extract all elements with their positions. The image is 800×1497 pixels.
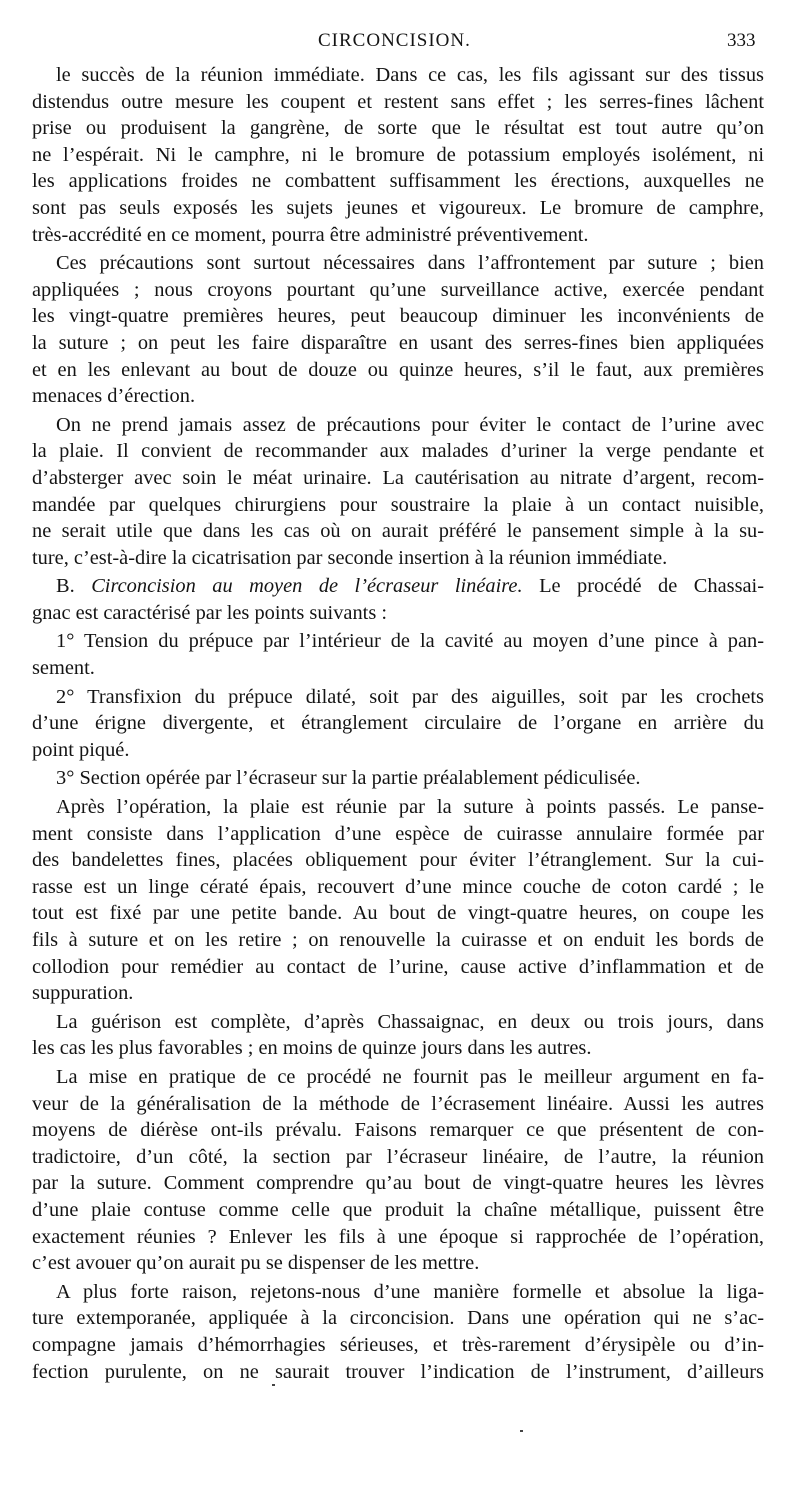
text-line: le succès de la réunion immédiate. Dans ce cas, les fils agissant sur des tissus [56, 64, 764, 86]
paragraph [32, 765, 764, 792]
print-speck [520, 1430, 523, 1432]
running-head [0, 30, 800, 56]
text-line: tout est fixé par une petite bande. Au bout de vingt-quatre heures, on coupe les [32, 902, 764, 925]
text-line: ture, c’est-à-dire la cicatrisation par seconde insertion à la réunion immédiate. [32, 546, 668, 569]
text-line: la suture ; on peut les faire disparaître en usant des serres-fines bien appliquées [32, 331, 764, 354]
paragraph [32, 62, 764, 248]
text-line: gnac est caractérisé par les points suivants : [32, 601, 388, 624]
text-line: d’une érigne divergente, et étranglement circulaire de l’organe en arrière du [32, 712, 764, 735]
text-line: B. Circoncision au moyen de l’écraseur linéaire. Le procédé de Chassai- [56, 575, 764, 598]
text-line: collodion pour remédier au contact de l’urine, cause active d’inflammation et de [32, 955, 764, 978]
text-line: très-accrédité en ce moment, pourra être administré préventivement. [32, 223, 589, 246]
text-line: Après l’opération, la plaie est réunie par la suture à points passés. Le panse- [56, 796, 764, 819]
text-line: fection purulente, on ne saurait trouver l’indication de l’instrument, d’ailleurs [32, 1360, 764, 1383]
text-line: Ces précautions sont surtout nécessaires dans l’affrontement par suture ; bien [56, 252, 764, 275]
text-line: compagne jamais d’hémorrhagies sérieuses, et très-rarement d’érysipèle ou d’in- [32, 1333, 764, 1356]
text-line: 2° Transfixion du prépuce dilaté, soit par des aiguilles, soit par les crochets [56, 685, 764, 708]
paragraph [32, 1009, 764, 1062]
text-line: La mise en pratique de ce procédé ne fournit pas le meilleur argument en fa- [56, 1065, 764, 1088]
italic-heading: Circoncision au moyen de l’écraseur linéaire. [91, 575, 523, 598]
text-line: rasse est un linge cératé épais, recouvert d’une mince couche de coton cardé ; le [32, 875, 764, 898]
text-line: suppuration. [32, 982, 134, 1005]
text-line: sont pas seuls exposés les sujets jeunes et vigoureux. Le bromure de camphre, [32, 196, 764, 219]
text-line: ture extemporanée, appliquée à la circoncision. Dans une opération qui ne s’ac- [32, 1307, 764, 1330]
print-speck [272, 1384, 275, 1386]
text-line: sement. [32, 657, 95, 680]
paragraph [32, 412, 764, 572]
body-text [32, 62, 764, 1387]
text-line: ne serait utile que dans les cas où on aurait préféré le pansement simple à la su- [32, 520, 764, 543]
paragraph [32, 628, 764, 681]
text-line: les applications froides ne combattent suffisamment les érections, auxquelles ne [32, 170, 764, 193]
text-line: tradictoire, d’un côté, la section par l’écraseur linéaire, de l’autre, la réunion [32, 1145, 764, 1168]
text-line: On ne prend jamais assez de précautions pour éviter le contact de l’urine avec [56, 413, 764, 436]
text-line: veur de la généralisation de la méthode de l’écrasement linéaire. Aussi les autres [32, 1092, 764, 1115]
text-line: A plus forte raison, rejetons-nous d’une manière formelle et absolue la liga- [56, 1280, 764, 1303]
text-line: les cas les plus favorables ; en moins de quinze jours dans les autres. [32, 1037, 592, 1060]
paragraph [32, 1279, 764, 1385]
text-line: les vingt-quatre premières heures, peut beaucoup diminuer les inconvénients de [32, 305, 764, 328]
text-line: 3° Section opérée par l’écraseur sur la partie préalablement pédiculisée. [56, 767, 641, 790]
text-line: distendus outre mesure les coupent et restent sans effet ; les serres-fines lâchent [32, 90, 764, 113]
paragraph [32, 1064, 764, 1277]
text-line: 1° Tension du prépuce par l’intérieur de la cavité au moyen d’une pince à pan- [56, 630, 764, 653]
paragraph [32, 250, 764, 410]
text-line: point piqué. [32, 738, 130, 761]
text-line: et en les enlevant au bout de douze ou quinze heures, s’il le faut, aux premières [32, 358, 764, 381]
text-line: d’absterger avec soin le méat urinaire. La cautérisation au nitrate d’argent, recom- [32, 466, 764, 489]
text-line: ne l’espérait. Ni le camphre, ni le bromure de potassium employés isolément, ni [32, 143, 764, 166]
text-line: fils à suture et on les retire ; on renouvelle la cuirasse et on enduit les bords de [32, 929, 764, 951]
paragraph [32, 573, 764, 626]
text-line: exactement réunies ? Enlever les fils à une époque si rapprochée de l’opération, [32, 1225, 764, 1248]
text-line: menaces d’érection. [32, 385, 196, 408]
page-number: 333 [727, 30, 756, 51]
text-line: mandée par quelques chirurgiens pour soustraire la plaie à un contact nuisible, [32, 493, 764, 516]
text-line: moyens de diérèse ont-ils prévalu. Faisons remarquer ce que présentent de con- [32, 1119, 764, 1142]
text-line: des bandelettes fines, placées obliquement pour éviter l’étranglement. Sur la cui- [32, 849, 764, 872]
text-line: prise ou produisent la gangrène, de sorte que le résultat est tout autre qu’on [32, 117, 764, 140]
paragraph [32, 684, 764, 764]
text-line: par la suture. Comment comprendre qu’au bout de vingt-quatre heures les lèvres [32, 1172, 764, 1195]
text-line: la plaie. Il convient de recommander aux malades d’uriner la verge pendante et [32, 440, 764, 463]
text-line: c’est avouer qu’on aurait pu se dispenser de les mettre. [32, 1252, 480, 1275]
running-title: CIRCONCISION. [318, 30, 471, 51]
paragraph [32, 794, 764, 1007]
text-line: d’une plaie contuse comme celle que produit la chaîne métallique, puissent être [32, 1198, 764, 1221]
text-line: appliquées ; nous croyons pourtant qu’une surveillance active, exercée pendant [32, 278, 764, 301]
text-line: La guérison est complète, d’après Chassaignac, en deux ou trois jours, dans [56, 1010, 764, 1033]
text-line: ment consiste dans l’application d’une espèce de cuirasse annulaire formée par [32, 822, 764, 845]
